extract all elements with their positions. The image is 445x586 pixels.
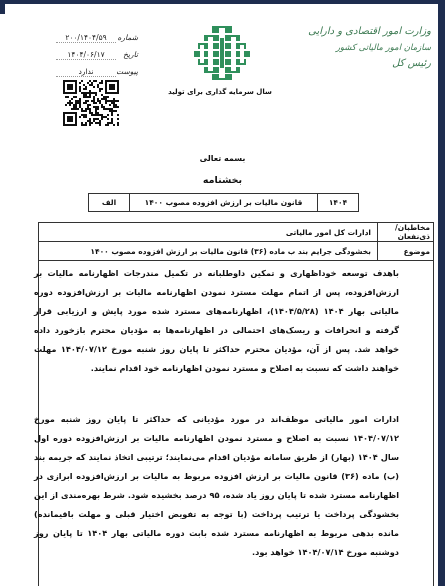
frame-corner bbox=[0, 4, 5, 14]
org-line-3: رئیس کل bbox=[392, 58, 431, 69]
reference-code: الف bbox=[101, 198, 117, 207]
info-value-subject: بخشودگی جرایم بند ب ماده (۳۶) قانون مالیات بر ارزش افزوده مصوب ۱۴۰۰ bbox=[90, 246, 371, 256]
meta-attachment-label: پیوست bbox=[116, 67, 138, 76]
slogan: سال سرمایه گذاری برای تولید bbox=[168, 88, 272, 96]
meta-date-label: تاریخ bbox=[123, 50, 138, 59]
basmala: بسمه تعالی bbox=[199, 154, 246, 163]
qr-code-icon bbox=[63, 80, 119, 126]
org-line-2: سازمان امور مالیاتی کشور bbox=[335, 43, 431, 53]
organization-header bbox=[291, 24, 431, 72]
meta-number-value: ۲۰۰/۱۴۰۴/۵۹ bbox=[56, 33, 116, 43]
info-table bbox=[38, 222, 434, 261]
meta-attachment-value: ندارد bbox=[56, 67, 116, 77]
reference-box bbox=[88, 193, 359, 212]
reference-year: ۱۴۰۴ bbox=[317, 194, 358, 211]
body-paragraph-1: باهدف توسعه خوداظهاری و تمکین داوطلبانه در تکمیل مندرجات اظهارنامه مالیات بر ارزش‌افزوده، پس از اتمام مهلت مسترد نمودن اظهارنامه مالیات بر ارزش‌افزوده دوره مالیاتی بهار ۱۴۰۴ (۱۴۰۴/۵/۲۸)، اظهارنامه‌های مسترد شده مورد پایش و ارزیابی قرار گرفته و انحرافات و ریسک‌های احتمالی در اظهارنامه‌ها به مؤدیان محترم بازخورد داده خواهد شد. پس از آن، مؤدیان محترم حداکثر تا پایان روز شنبه مورخ ۱۴۰۴/۰۷/۱۲ مهلت خواهند داشت که نسبت به اصلاح و مسترد نمودن اظهارنامه خود اقدام نمایند. bbox=[34, 268, 399, 373]
info-row-audience bbox=[39, 223, 433, 242]
top-frame-bar bbox=[0, 0, 445, 4]
right-frame-rail bbox=[438, 4, 445, 586]
reference-subject: قانون مالیات بر ارزش افزوده مصوب ۱۴۰۰ bbox=[129, 194, 317, 211]
body-paragraph-2: ادارات امور مالیاتی موظف‌اند در مورد مؤدیانی که حداکثر تا پایان روز شنبه مورخ ۱۴۰۴/۰۷/۱۲ نسبت به اصلاح و مسترد نمودن اظهارنامه مالیات بر ارزش‌افزوده دوره اول سال ۱۴۰۴ (بهار) از طریق سامانه مؤدیان اقدام می‌نمایند؛ ترتیبی اتخاذ نمایند که جریمه بند (ب) ماده (۳۶) قانون مالیات بر ارزش افزوده مربوط به مالیات بر ارزش‌افزوده ابرازی در اظهارنامه مسترد شده تا پایان روز یاد شده، ۹۵ درصد بخشیده شود. شرط بهره‌مندی از این بخشودگی پرداخت یا ترتیب پرداخت (با توجه به تفویض اختیار قبلی و مهلت باقیمانده) مانده بدهی مربوط به اظهارنامه مسترد شده بابت دوره مالیاتی بهار ۱۴۰۴ تا پایان روز دوشنبه مورخ ۱۴۰۴/۰۷/۱۴ خواهد بود. bbox=[34, 414, 400, 557]
meta-date-value: ۱۴۰۴/۰۶/۱۷ bbox=[56, 50, 116, 60]
document-type: بخشنامه bbox=[202, 175, 243, 186]
info-key-audience: مخاطبان/ذی‌نفعان bbox=[377, 223, 433, 241]
org-line-1: وزارت امور اقتصادی و دارایی bbox=[308, 26, 431, 37]
meta-date bbox=[56, 50, 138, 67]
meta-number-label: شماره bbox=[117, 33, 138, 42]
meta-number bbox=[56, 33, 138, 50]
tax-organization-logo-icon bbox=[190, 26, 254, 80]
info-key-subject: موضوع bbox=[377, 242, 433, 260]
info-value-audience: ادارات کل امور مالیاتی bbox=[285, 227, 371, 237]
letter-meta bbox=[56, 33, 138, 84]
